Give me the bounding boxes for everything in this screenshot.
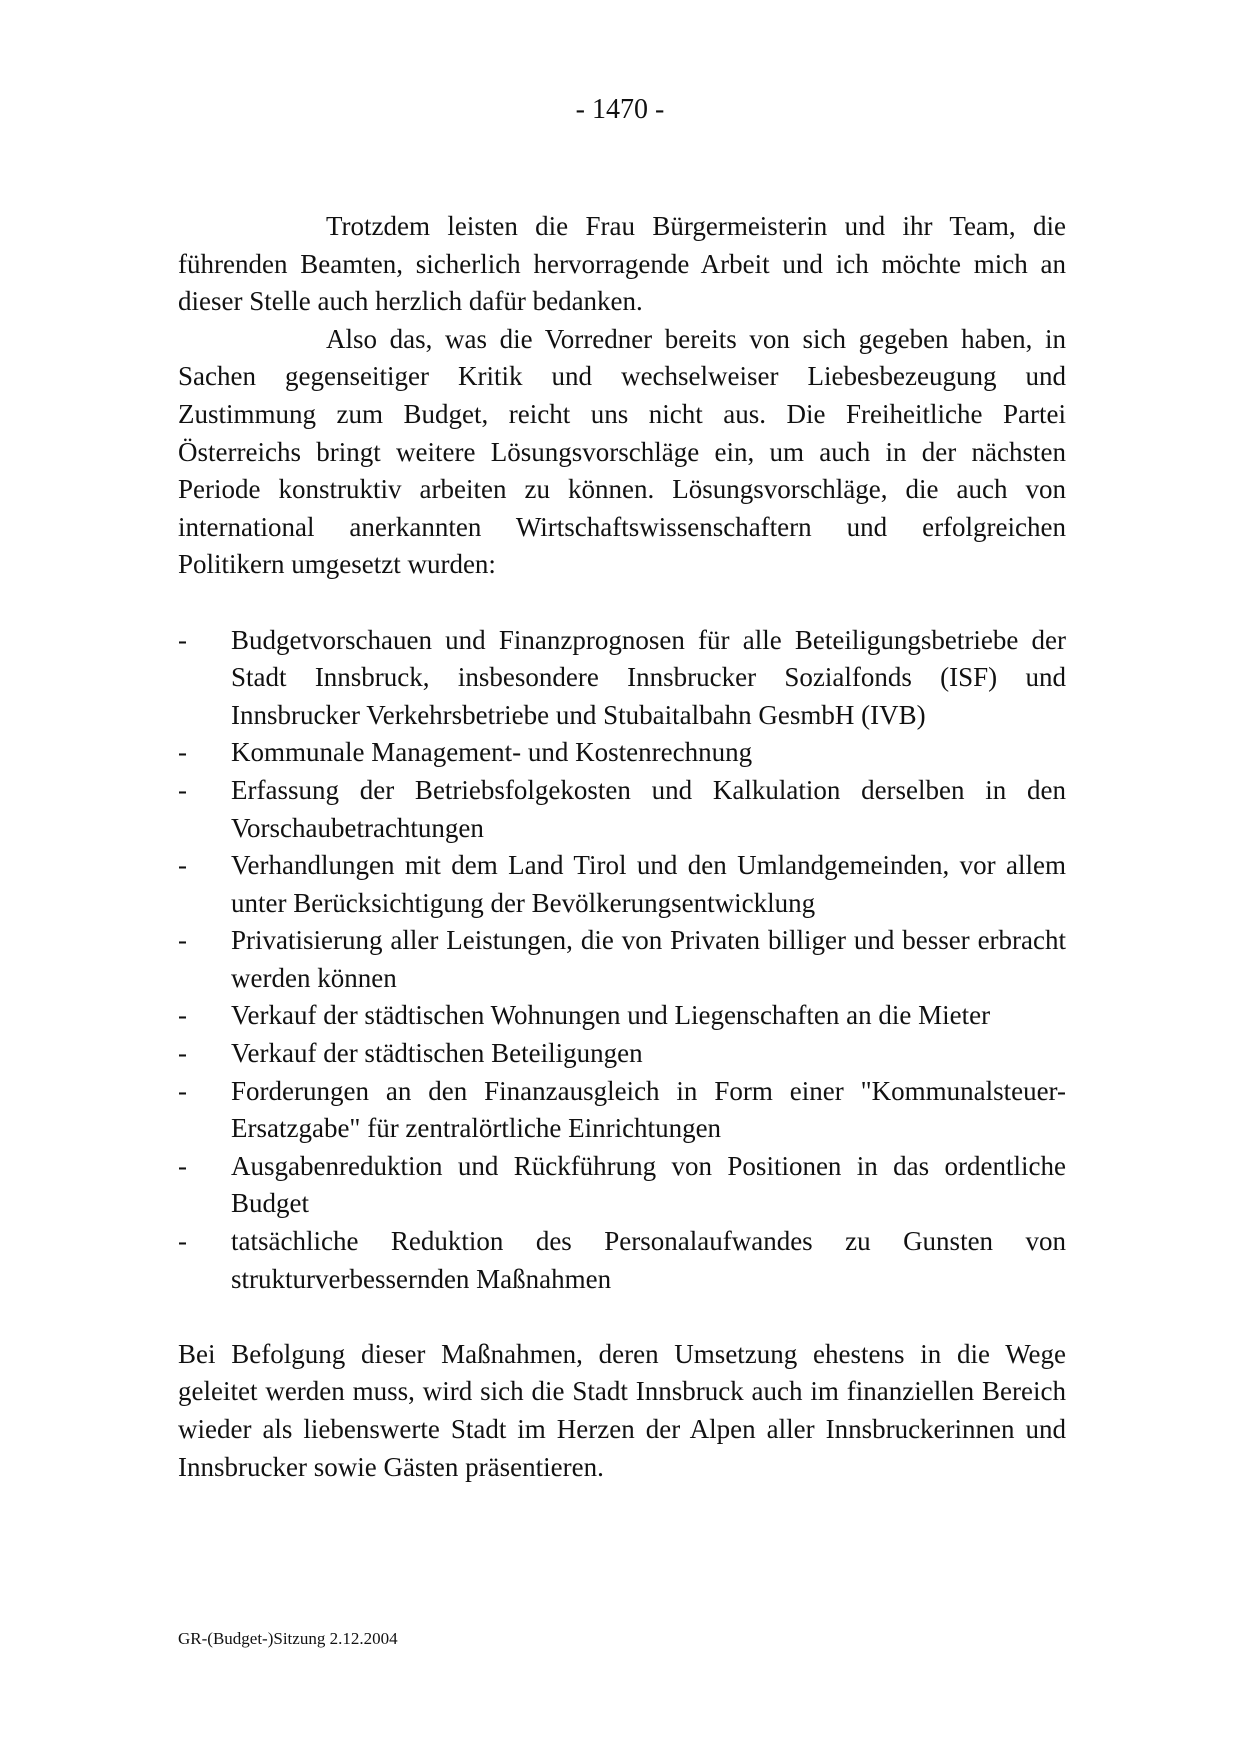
list-item [178, 772, 1066, 847]
list-dash: - [178, 1075, 187, 1106]
list-dash: - [178, 774, 187, 805]
list-dash: - [178, 925, 187, 956]
list-item [178, 622, 1066, 735]
list-item [178, 1073, 1066, 1148]
list-item [178, 1035, 1066, 1073]
list-dash: - [178, 1226, 187, 1257]
list-item-text: Privatisierung aller Leistungen, die von Privaten billiger und besser erbracht werden können [231, 925, 1066, 993]
list-dash: - [178, 1000, 187, 1031]
list-item [178, 734, 1066, 772]
list-item [178, 1223, 1066, 1298]
proposals-list [178, 622, 1066, 1299]
list-item-text: Forderungen an den Finanzausgleich in Form einer "Kommunalsteuer-Ersatzgabe" für zentralörtliche Einrichtungen [231, 1075, 1066, 1144]
list-dash: - [178, 624, 187, 655]
list-dash: - [178, 1038, 187, 1069]
list-item-text: tatsächliche Reduktion des Personalaufwandes zu Gunsten von strukturverbessernden Maßnahmen [231, 1226, 1066, 1294]
paragraph-thanks: Trotzdem leisten die Frau Bürgermeisterin und ihr Team, die führenden Beamten, sicherlich hervorragende Arbeit und ich möchte mich an dieser Stelle auch herzlich dafür bedanken. [178, 211, 1066, 317]
paragraph-closing: Bei Befolgung dieser Maßnahmen, deren Umsetzung ehestens in die Wege geleitet werden muss, wird sich die Stadt Innsbruck auch im finanziellen Bereich wieder als liebenswerte Stadt im Herzen der Alpen aller Innsbruckerinnen und Innsbrucker sowie Gästen präsentieren. [178, 1338, 1066, 1482]
list-dash: - [178, 1150, 187, 1181]
list-item [178, 997, 1066, 1035]
list-item-text: Budgetvorschauen und Finanzprognosen für alle Beteiligungsbetriebe der Stadt Innsbruck, insbesondere Innsbrucker Sozialfonds (ISF) und Innsbrucker Verkehrsbetriebe und Stubaitalbahn GesmbH (IVB) [231, 624, 1066, 730]
paragraph-proposals-intro: Also das, was die Vorredner bereits von sich gegeben haben, in Sachen gegenseitiger Kritik und wechselweiser Liebesbezeugung und Zustimmung zum Budget, reicht uns nicht aus. Die Freiheitliche Partei Österreichs bringt weitere Lösungsvorschläge ein, um auch in der nächsten Periode konstruktiv arbeiten zu können. Lösungsvorschläge, die auch von international anerkannten Wirtschaftswissenschaftern und erfolgreichen Politikern umgesetzt wurden: [178, 323, 1066, 580]
spacer [178, 1298, 1066, 1336]
list-item [178, 1148, 1066, 1223]
spacer [178, 584, 1066, 622]
page-number: - 1470 - [575, 94, 665, 125]
list-item-text: Verkauf der städtischen Wohnungen und Liegenschaften an die Mieter [231, 1000, 991, 1031]
footer-session-date: GR-(Budget-)Sitzung 2.12.2004 [178, 1629, 398, 1648]
list-item-text: Verhandlungen mit dem Land Tirol und den Umlandgemeinden, vor allem unter Berücksichtigung der Bevölkerungsentwicklung [231, 850, 1066, 918]
list-item [178, 922, 1066, 997]
list-item [178, 847, 1066, 922]
list-item-text: Kommunale Management- und Kostenrechnung [231, 737, 753, 768]
list-dash: - [178, 737, 187, 768]
body-text [178, 208, 1066, 1486]
list-item-text: Erfassung der Betriebsfolgekosten und Kalkulation derselben in den Vorschaubetrachtungen [231, 774, 1066, 843]
list-item-text: Ausgabenreduktion und Rückführung von Positionen in das ordentliche Budget [231, 1150, 1066, 1219]
list-dash: - [178, 850, 187, 881]
list-item-text: Verkauf der städtischen Beteiligungen [231, 1038, 643, 1069]
